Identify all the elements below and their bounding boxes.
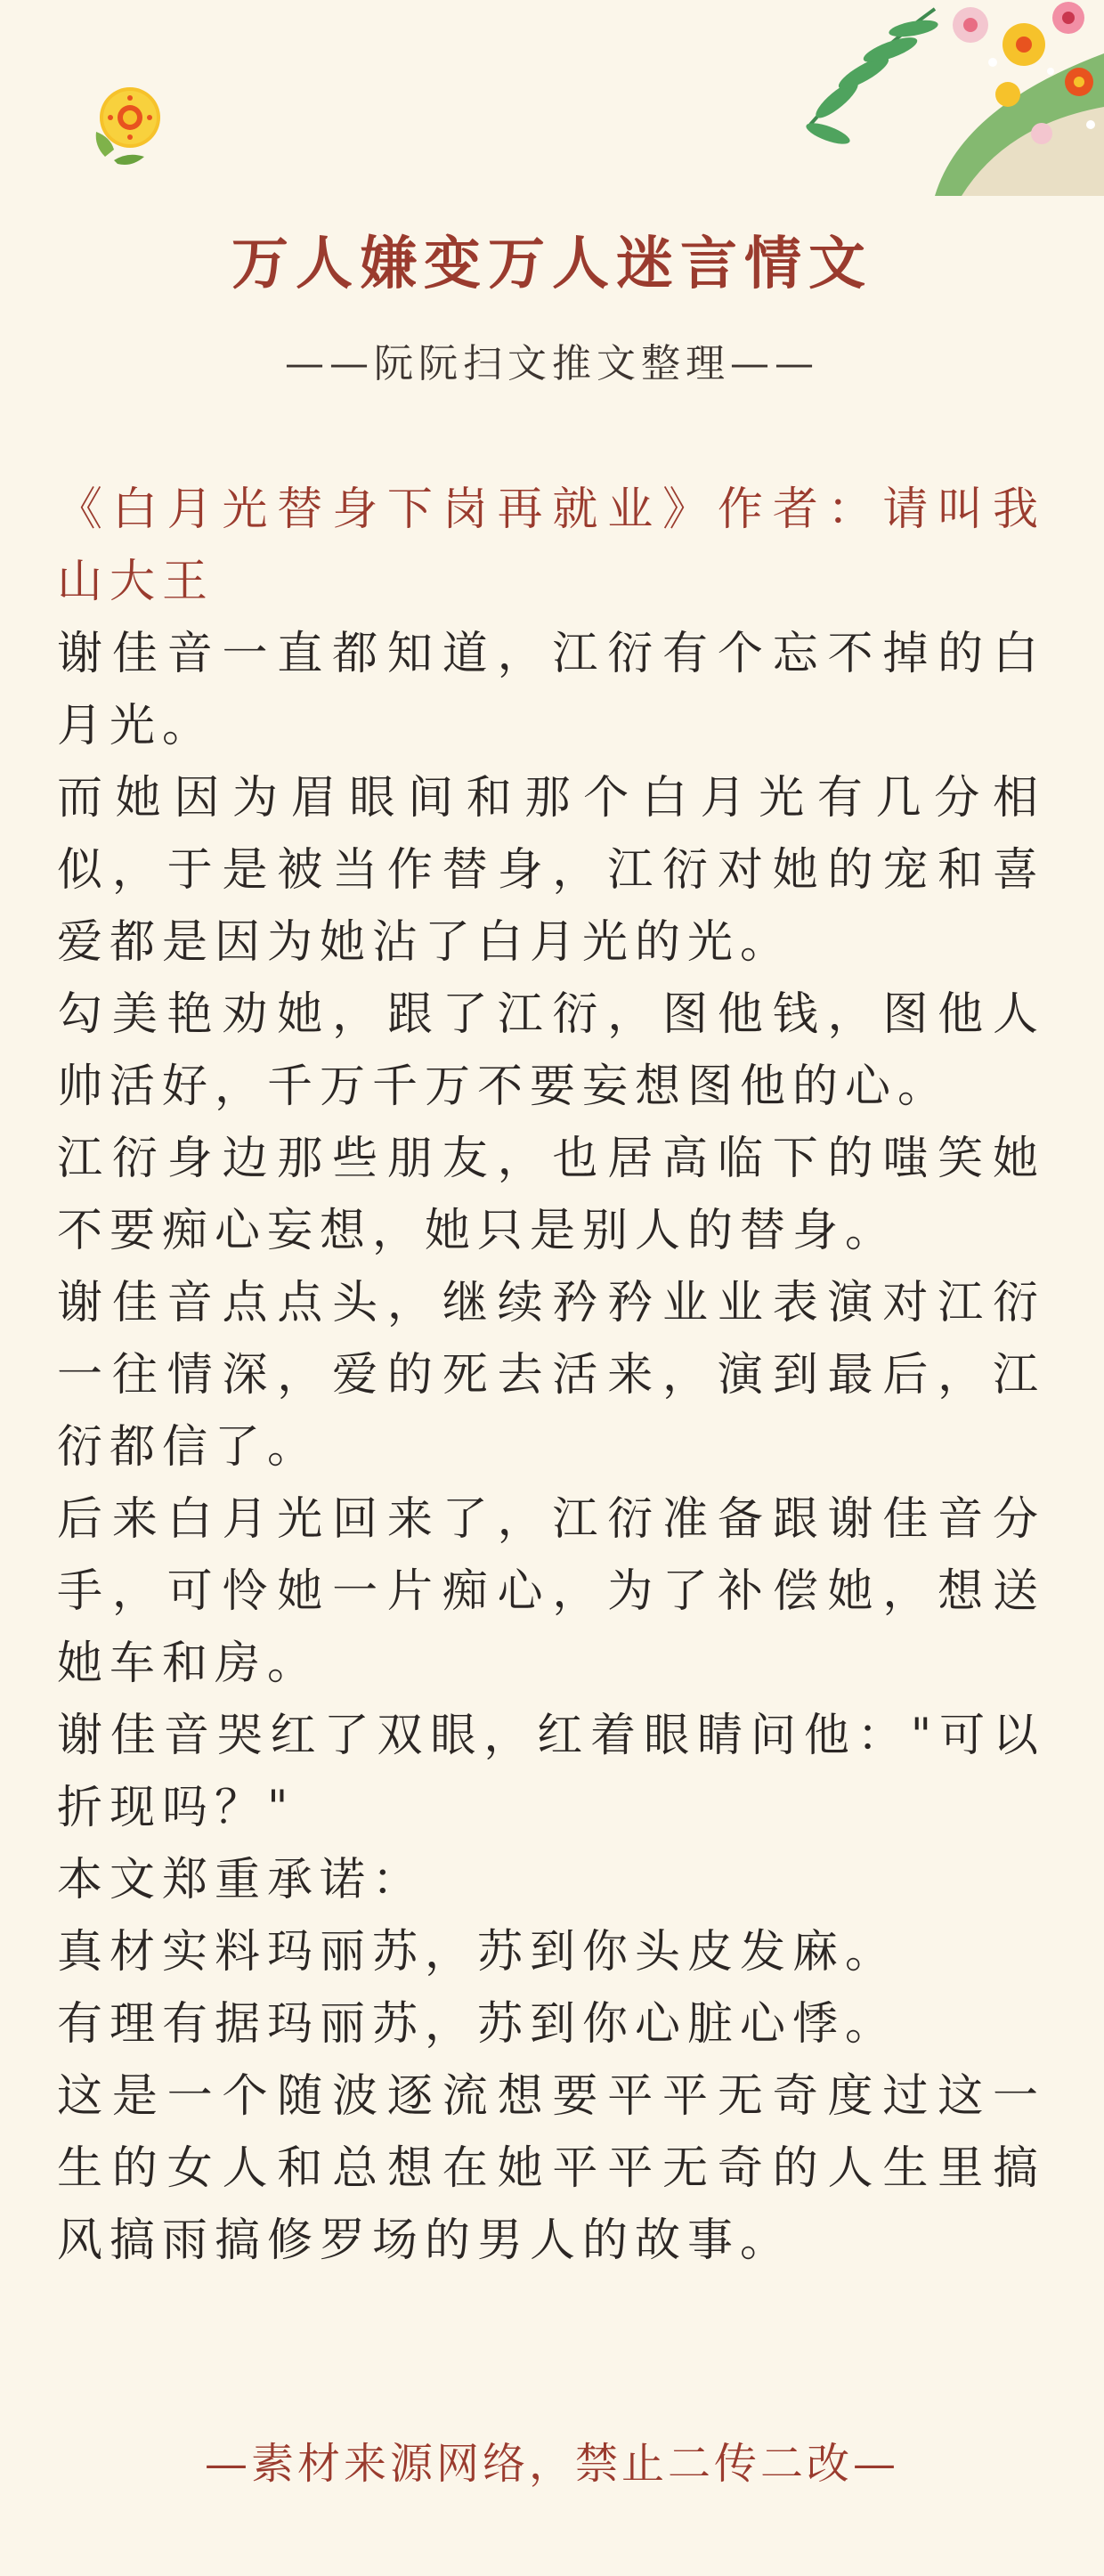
page-subtitle: ——阮阮扫文推文整理—— <box>285 341 819 386</box>
book-title-line: 《白月光替身下岗再就业》作者：请叫我山大王 <box>57 484 1045 608</box>
paragraph: 谢佳音一直都知道，江衍有个忘不掉的白月光。 <box>57 628 1045 752</box>
sunflower-icon <box>78 75 176 173</box>
article-body <box>57 474 1045 2277</box>
paragraph: 谢佳音哭红了双眼，红着眼睛问他："可以折现吗？" <box>57 1710 1045 1834</box>
page-title: 万人嫌变万人迷言情文 <box>231 231 873 297</box>
paragraph: 真材实料玛丽苏，苏到你头皮发麻。 <box>57 1926 898 1979</box>
floral-leaves-icon <box>801 0 1104 196</box>
paragraph: 江衍身边那些朋友，也居高临下的嗤笑她不要痴心妄想，她只是别人的替身。 <box>57 1133 1045 1257</box>
paragraph: 而她因为眉眼间和那个白月光有几分相似，于是被当作替身，江衍对她的宠和喜爱都是因为她沾了白月光的光。 <box>57 772 1045 969</box>
paragraph: 后来白月光回来了，江衍准备跟谢佳音分手，可怜她一片痴心，为了补偿她，想送她车和房。 <box>57 1493 1045 1690</box>
paragraph: 勾美艳劝她，跟了江衍，图他钱，图他人帅活好，千万千万不要妄想图他的心。 <box>57 988 1045 1113</box>
paragraph: 本文郑重承诺： <box>57 1854 426 1906</box>
paragraph: 这是一个随波逐流想要平平无奇度过这一生的女人和总想在她平平无奇的人生里搞风搞雨搞修罗场的男人的故事。 <box>57 2070 1045 2267</box>
paragraph: 谢佳音点点头，继续矜矜业业表演对江衍一往情深，爱的死去活来，演到最后，江衍都信了。 <box>57 1277 1045 1474</box>
paragraph: 有理有据玛丽苏，苏到你心脏心悸。 <box>57 1998 898 2051</box>
source-note: —素材来源网络，禁止二传二改— <box>204 2439 899 2489</box>
